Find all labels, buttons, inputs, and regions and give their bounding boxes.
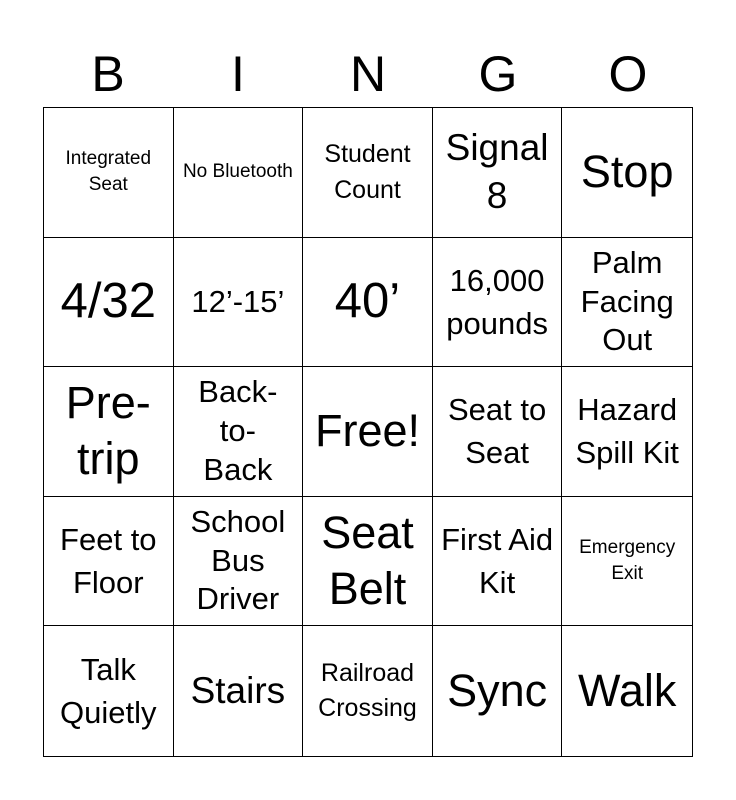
cell-text: Free! bbox=[314, 405, 420, 457]
bingo-header bbox=[43, 40, 693, 108]
cell-text: Signal 8 bbox=[445, 127, 549, 217]
bingo-cell-r4c2[interactable] bbox=[174, 497, 304, 627]
bingo-cell-r1c1[interactable] bbox=[44, 108, 174, 238]
cell-text: Palm Facing Out bbox=[580, 244, 674, 358]
bingo-cell-r2c5[interactable] bbox=[562, 238, 692, 368]
header-letter-g: G bbox=[478, 46, 518, 102]
bingo-cell-r5c4[interactable] bbox=[433, 626, 563, 756]
cell-text: Sync bbox=[447, 665, 548, 717]
cell-text: Seat Belt bbox=[321, 506, 414, 615]
header-letter-b: B bbox=[91, 46, 125, 102]
cell-text: Railroad Crossing bbox=[318, 659, 417, 723]
bingo-cell-r2c2[interactable] bbox=[174, 238, 304, 368]
header-letter-o: O bbox=[608, 46, 648, 102]
header-letter-i: I bbox=[231, 46, 245, 102]
cell-text: Stairs bbox=[190, 670, 286, 712]
bingo-cell-r3c1[interactable] bbox=[44, 367, 174, 497]
bingo-cell-r2c3[interactable] bbox=[303, 238, 433, 368]
cell-text: Stop bbox=[580, 146, 674, 198]
bingo-cell-r2c1[interactable] bbox=[44, 238, 174, 368]
bingo-cell-r4c4[interactable] bbox=[433, 497, 563, 627]
bingo-cell-r5c1[interactable] bbox=[44, 626, 174, 756]
cell-text: 16,000 pounds bbox=[446, 262, 548, 341]
bingo-cell-r2c4[interactable] bbox=[433, 238, 563, 368]
bingo-cell-free-space[interactable] bbox=[303, 367, 433, 497]
bingo-cell-r1c2[interactable] bbox=[174, 108, 304, 238]
cell-text: First Aid Kit bbox=[441, 521, 554, 601]
bingo-cell-r3c5[interactable] bbox=[562, 367, 692, 497]
cell-text: Student Count bbox=[324, 140, 411, 205]
cell-text: Seat to Seat bbox=[447, 392, 547, 471]
cell-text: Talk Quietly bbox=[60, 651, 157, 731]
bingo-cell-r1c3[interactable] bbox=[303, 108, 433, 238]
bingo-cell-r5c3[interactable] bbox=[303, 626, 433, 756]
bingo-cell-r4c3[interactable] bbox=[303, 497, 433, 627]
cell-text: Integrated Seat bbox=[65, 147, 152, 196]
cell-text: 4/32 bbox=[60, 274, 156, 329]
bingo-board bbox=[43, 107, 693, 757]
bingo-cell-r4c5[interactable] bbox=[562, 497, 692, 627]
cell-text: School Bus Driver bbox=[190, 503, 286, 617]
cell-text: Feet to Floor bbox=[60, 521, 157, 601]
cell-text: 40’ bbox=[334, 274, 401, 329]
cell-text: Emergency Exit bbox=[579, 536, 676, 585]
bingo-cell-r3c2[interactable] bbox=[174, 367, 304, 497]
cell-text: Pre-trip bbox=[65, 377, 151, 485]
header-letter-n: N bbox=[349, 46, 387, 102]
cell-text: Walk bbox=[578, 665, 677, 717]
cell-text: 12’-15’ bbox=[191, 284, 285, 320]
cell-text: Back-to-Back bbox=[198, 374, 278, 487]
bingo-cell-r5c2[interactable] bbox=[174, 626, 304, 756]
bingo-cell-r1c5[interactable] bbox=[562, 108, 692, 238]
bingo-cell-r4c1[interactable] bbox=[44, 497, 174, 627]
bingo-cell-r3c4[interactable] bbox=[433, 367, 563, 497]
cell-text: No Bluetooth bbox=[182, 161, 293, 182]
bingo-cell-r5c5[interactable] bbox=[562, 626, 692, 756]
cell-text: Hazard Spill Kit bbox=[575, 392, 679, 471]
bingo-cell-r1c4[interactable] bbox=[433, 108, 563, 238]
